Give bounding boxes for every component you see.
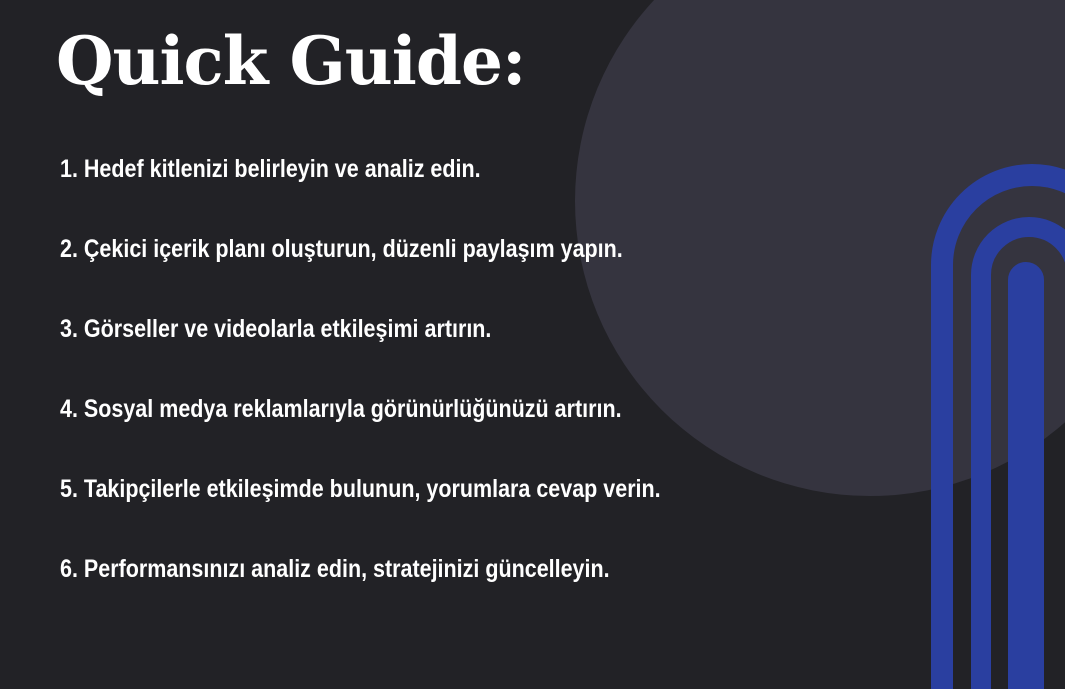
list-item-text: 5. Takipçilerle etkileşimde bulunun, yorumlara cevap verin. <box>60 475 661 503</box>
list-item <box>60 150 758 230</box>
list-item <box>60 310 758 390</box>
inner-arch <box>1018 272 1034 689</box>
list-item-text: 6. Performansınızı analiz edin, stratejinizi güncelleyin. <box>60 555 610 583</box>
list-item-text: 2. Çekici içerik planı oluşturun, düzenli paylaşım yapın. <box>60 235 623 263</box>
list-item-text: 1. Hedef kitlenizi belirleyin ve analiz edin. <box>60 155 481 183</box>
page-title: Quick Guide: <box>56 22 526 100</box>
outer-arch <box>942 175 1065 689</box>
guide-list <box>60 150 758 630</box>
list-item <box>60 550 758 630</box>
list-item <box>60 390 758 470</box>
list-item <box>60 230 758 310</box>
list-item-text: 4. Sosyal medya reklamlarıyla görünürlüğünüzü artırın. <box>60 395 622 423</box>
list-item <box>60 470 758 550</box>
list-item-text: 3. Görseller ve videolarla etkileşimi artırın. <box>60 315 492 343</box>
